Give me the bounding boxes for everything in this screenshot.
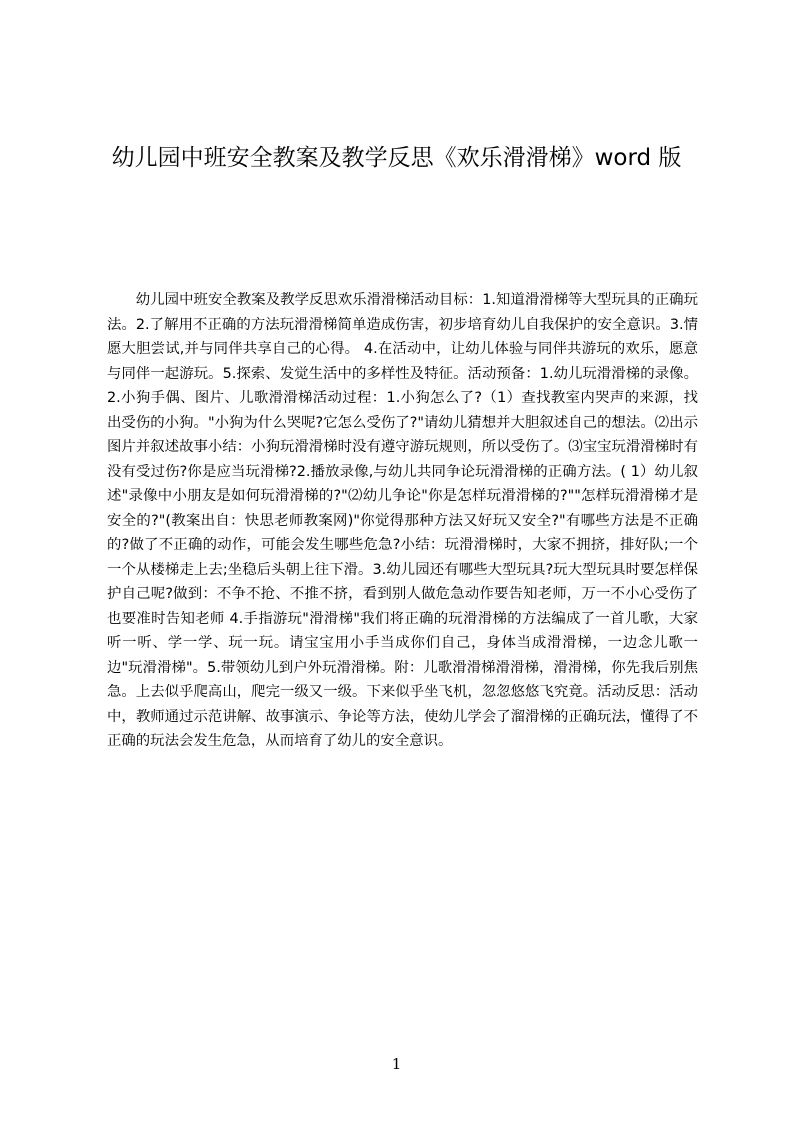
document-title: 幼儿园中班安全教案及教学反思《欢乐滑滑梯》word 版 (111, 145, 682, 171)
document-body-paragraph: 幼儿园中班安全教案及教学反思欢乐滑滑梯活动目标：1.知道滑滑梯等大型玩具的正确玩法。2.了解用不正确的方法玩滑滑梯简单造成伤害，初步培育幼儿自我保护的安全意识。3.情愿大胆尝试,并与同伴共享自己的心得。 4.在活动中，让幼儿体验与同伴共游玩的欢乐，愿意与同伴一起游玩。5.探索、发觉生活中的多样性及特征。活动预备：1.幼儿玩滑滑梯的录像。2.小狗手偶、图片、儿歌滑滑梯活动过程：1.小狗怎么了?（1）查找教室内哭声的来源，找出受伤的小狗。"小狗为什么哭呢?它怎么受伤了?"请幼儿猜想并大胆叙述自己的想法。⑵出示图片并叙述故事小结：小狗玩滑滑梯时没有遵守游玩规则，所以受伤了。⑶宝宝玩滑滑梯时有没有受过伤?你是应当玩滑梯?2.播放录像,与幼儿共同争论玩滑滑梯的正确方法。( 1）幼儿叙述"录像中小朋友是如何玩滑滑梯的?"⑵幼儿争论"你是怎样玩滑滑梯的?""怎样玩滑滑梯才是安全的?"(教案出自：快思老师教案网)"你觉得那种方法又好玩又安全?"有哪些方法是不正确的?做了不正确的动作，可能会发生哪些危急?小结：玩滑滑梯时，大家不拥挤，排好队;一个一个从楼梯走上去;坐稳后头朝上往下滑。3.幼儿园还有哪些大型玩具?玩大型玩具时要怎样保护自己呢?做到：不争不抢、不推不挤，看到别人做危急动作要告知老师，万一不小心受伤了也要准时告知老师 4.手指游玩"滑滑梯"我们将正确的玩滑滑梯的方法编成了一首儿歌，大家听一听、学一学、玩一玩。请宝宝用小手当成你们自己，身体当成滑滑梯，一边念儿歌一边"玩滑滑梯"。5.带领幼儿到户外玩滑滑梯。附：儿歌滑滑梯滑滑梯，滑滑梯，你先我后别焦急。上去似乎爬高山，爬完一级又一级。下来似乎坐飞机，忽忽悠悠飞究竟。活动反思：活动中，教师通过示范讲解、故事演示、争论等方法，使幼儿学会了溜滑梯的正确玩法，懂得了不正确的玩法会发生危急，从而培育了幼儿的安全意识。 (107, 292, 698, 749)
page-number: 1 (391, 1055, 402, 1073)
